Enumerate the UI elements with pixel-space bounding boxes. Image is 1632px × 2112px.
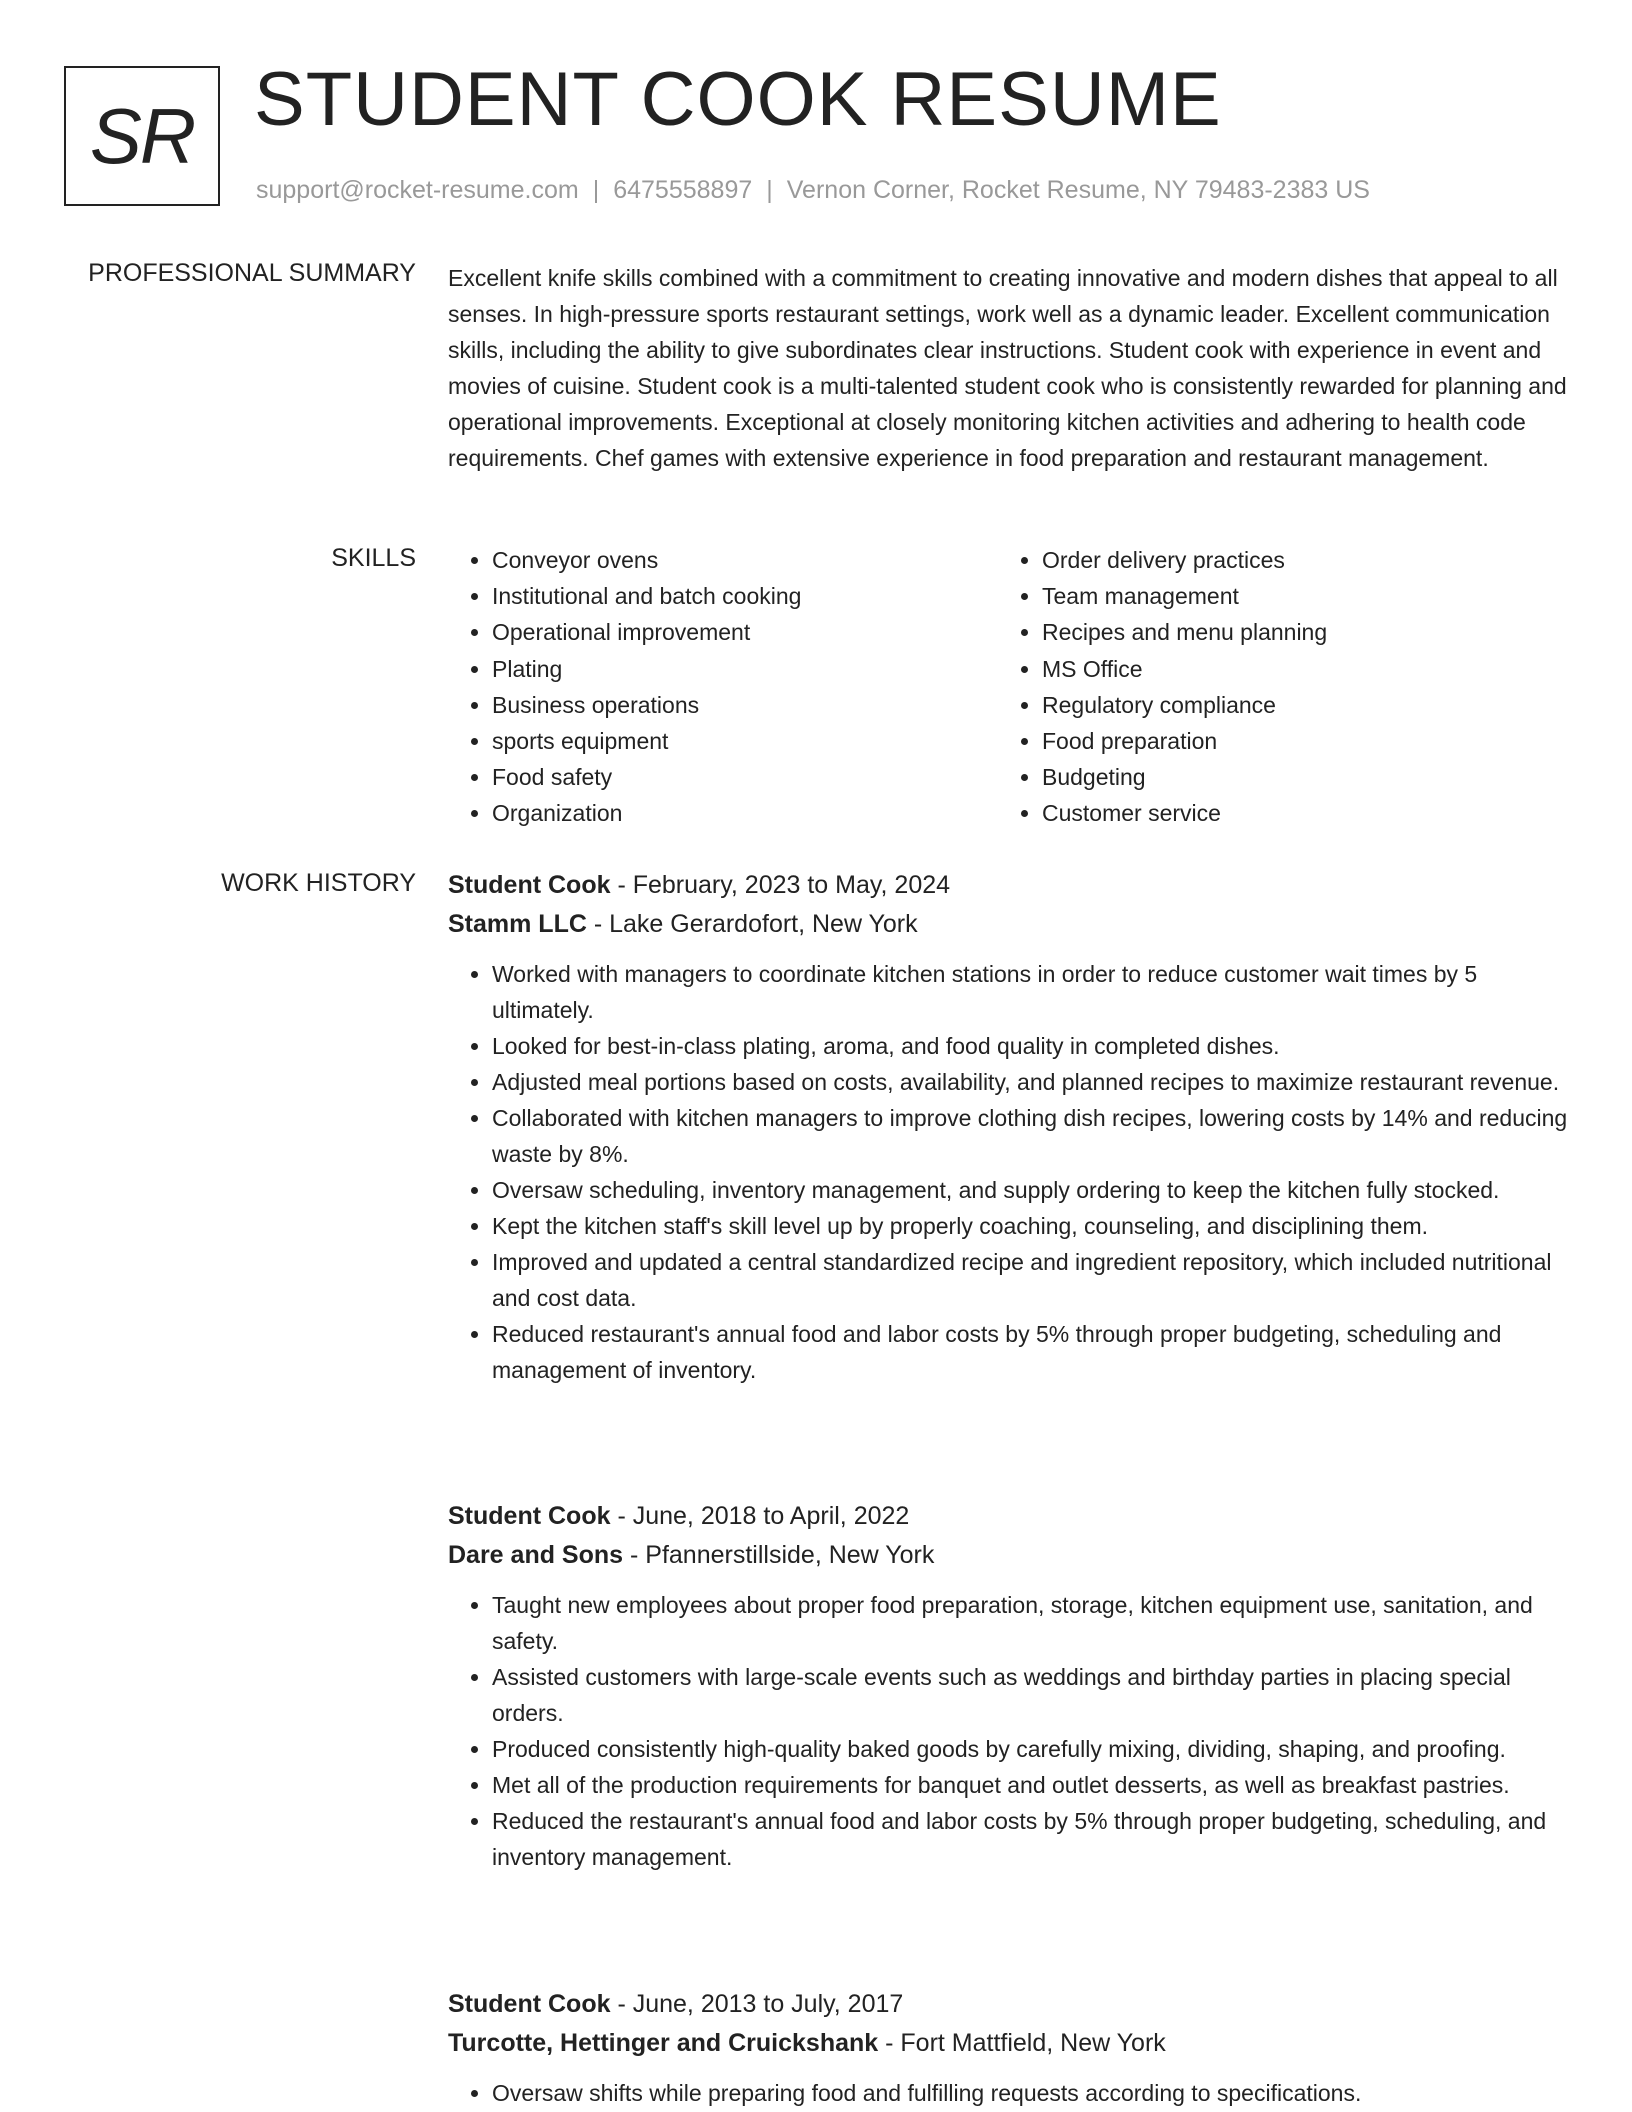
section-label-skills: SKILLS [331, 544, 416, 572]
contact-phone: 6475558897 [613, 176, 753, 204]
job-bullet: • Worked with managers to coordinate kitchen stations in order to reduce customer wait times by 5 ultimately. [492, 956, 1570, 1028]
job-bullet: • Improved and updated a central standardized recipe and ingredient repository, which included nutritional and cost data. [492, 1244, 1570, 1316]
skill-item: • Order delivery practices [1042, 542, 1548, 578]
summary-text: Excellent knife skills combined with a commitment to creating innovative and modern dishes that appeal to all senses. In high-pressure sports restaurant settings, work well as a dynamic leader. Excellent communication skills, including the ability to give subordinates clear instructions. Student cook with experience in event and movies of cuisine. Student cook is a multi-talented student cook who is consistently rewarded for planning and operational improvements. Exceptional at closely monitoring kitchen activities and adhering to health code requirements. Chef games with extensive experience in food preparation and restaurant management. [448, 265, 1567, 471]
contact-separator: | [766, 176, 773, 204]
job-dash: - [610, 871, 633, 899]
skill-item: • Customer service [1042, 795, 1548, 831]
job-location: Lake Gerardofort, New York [609, 910, 918, 938]
contact-email: support@rocket-resume.com [256, 176, 579, 204]
page-title: STUDENT COOK RESUME [254, 57, 1222, 142]
job-company: Dare and Sons [448, 1541, 624, 1569]
job-bullet: • Collaborated with kitchen managers to improve clothing dish recipes, lowering costs by 14% and reducing waste by 8%. [492, 1100, 1570, 1172]
job-title: Student Cook [448, 1502, 611, 1530]
section-label-work-history: WORK HISTORY [221, 869, 416, 897]
job-entry [448, 1985, 1570, 2111]
job-dates: June, 2013 to July, 2017 [632, 1990, 904, 2018]
job-location: Pfannerstillside, New York [645, 1541, 935, 1569]
skill-item: • Plating [492, 651, 998, 687]
skills-column-right [998, 542, 1548, 832]
skill-item: • Organization [492, 795, 998, 831]
job-bullet: • Reduced restaurant's annual food and labor costs by 5% through proper budgeting, scheduling and management of inventory. [492, 1316, 1570, 1388]
job-bullet: • Oversaw shifts while preparing food and fulfilling requests according to specifications. [492, 2075, 1570, 2111]
job-bullet: • Looked for best-in-class plating, aroma, and food quality in completed dishes. [492, 1028, 1570, 1064]
skill-item: • Food preparation [1042, 723, 1548, 759]
job-dash: - [610, 1990, 633, 2018]
skill-item: • Budgeting [1042, 759, 1548, 795]
job-bullet: • Oversaw scheduling, inventory management, and supply ordering to keep the kitchen fully stocked. [492, 1172, 1570, 1208]
contact-line [256, 176, 1370, 205]
job-company: Turcotte, Hettinger and Cruickshank [448, 2029, 879, 2057]
skills-column-left [448, 542, 998, 832]
job-bullets [448, 956, 1570, 1388]
job-bullet: • Adjusted meal portions based on costs, availability, and planned recipes to maximize restaurant revenue. [492, 1064, 1570, 1100]
job-title: Student Cook [448, 1990, 611, 2018]
skill-item: • Institutional and batch cooking [492, 578, 998, 614]
monogram-badge: SR [64, 66, 220, 206]
job-bullets [448, 2075, 1570, 2111]
job-dash: - [586, 910, 610, 938]
skill-item: • Operational improvement [492, 614, 998, 650]
skill-item: • MS Office [1042, 651, 1548, 687]
skill-item: • Food safety [492, 759, 998, 795]
job-dash: - [623, 1541, 646, 1569]
skill-item: • Regulatory compliance [1042, 687, 1548, 723]
job-dash: - [610, 1502, 633, 1530]
job-entry [448, 1497, 1570, 1875]
contact-address: Vernon Corner, Rocket Resume, NY 79483-2383 US [786, 176, 1370, 204]
skill-item: • Team management [1042, 578, 1548, 614]
job-bullet: • Met all of the production requirements for banquet and outlet desserts, as well as breakfast pastries. [492, 1767, 1570, 1803]
skill-item: • sports equipment [492, 723, 998, 759]
skills-list [448, 542, 1568, 832]
skill-item: • Business operations [492, 687, 998, 723]
job-location: Fort Mattfield, New York [900, 2029, 1166, 2057]
job-bullet: • Kept the kitchen staff's skill level up by properly coaching, counseling, and disciplining them. [492, 1208, 1570, 1244]
job-bullet: • Produced consistently high-quality baked goods by carefully mixing, dividing, shaping, and proofing. [492, 1731, 1570, 1767]
contact-separator: | [592, 176, 600, 204]
skill-item: • Conveyor ovens [492, 542, 998, 578]
job-dates: February, 2023 to May, 2024 [632, 871, 951, 899]
job-dates: June, 2018 to April, 2022 [632, 1502, 910, 1530]
job-bullet: • Reduced the restaurant's annual food and labor costs by 5% through proper budgeting, scheduling, and inventory management. [492, 1803, 1570, 1875]
job-company: Stamm LLC [448, 910, 587, 938]
job-bullets [448, 1587, 1570, 1875]
job-dash: - [878, 2029, 901, 2057]
job-entry [448, 866, 1570, 1388]
job-title: Student Cook [448, 871, 611, 899]
skill-item: • Recipes and menu planning [1042, 614, 1548, 650]
job-bullet: • Taught new employees about proper food preparation, storage, kitchen equipment use, sanitation, and safety. [492, 1587, 1570, 1659]
section-label-summary: PROFESSIONAL SUMMARY [88, 259, 416, 287]
job-bullet: • Assisted customers with large-scale events such as weddings and birthday parties in placing special orders. [492, 1659, 1570, 1731]
